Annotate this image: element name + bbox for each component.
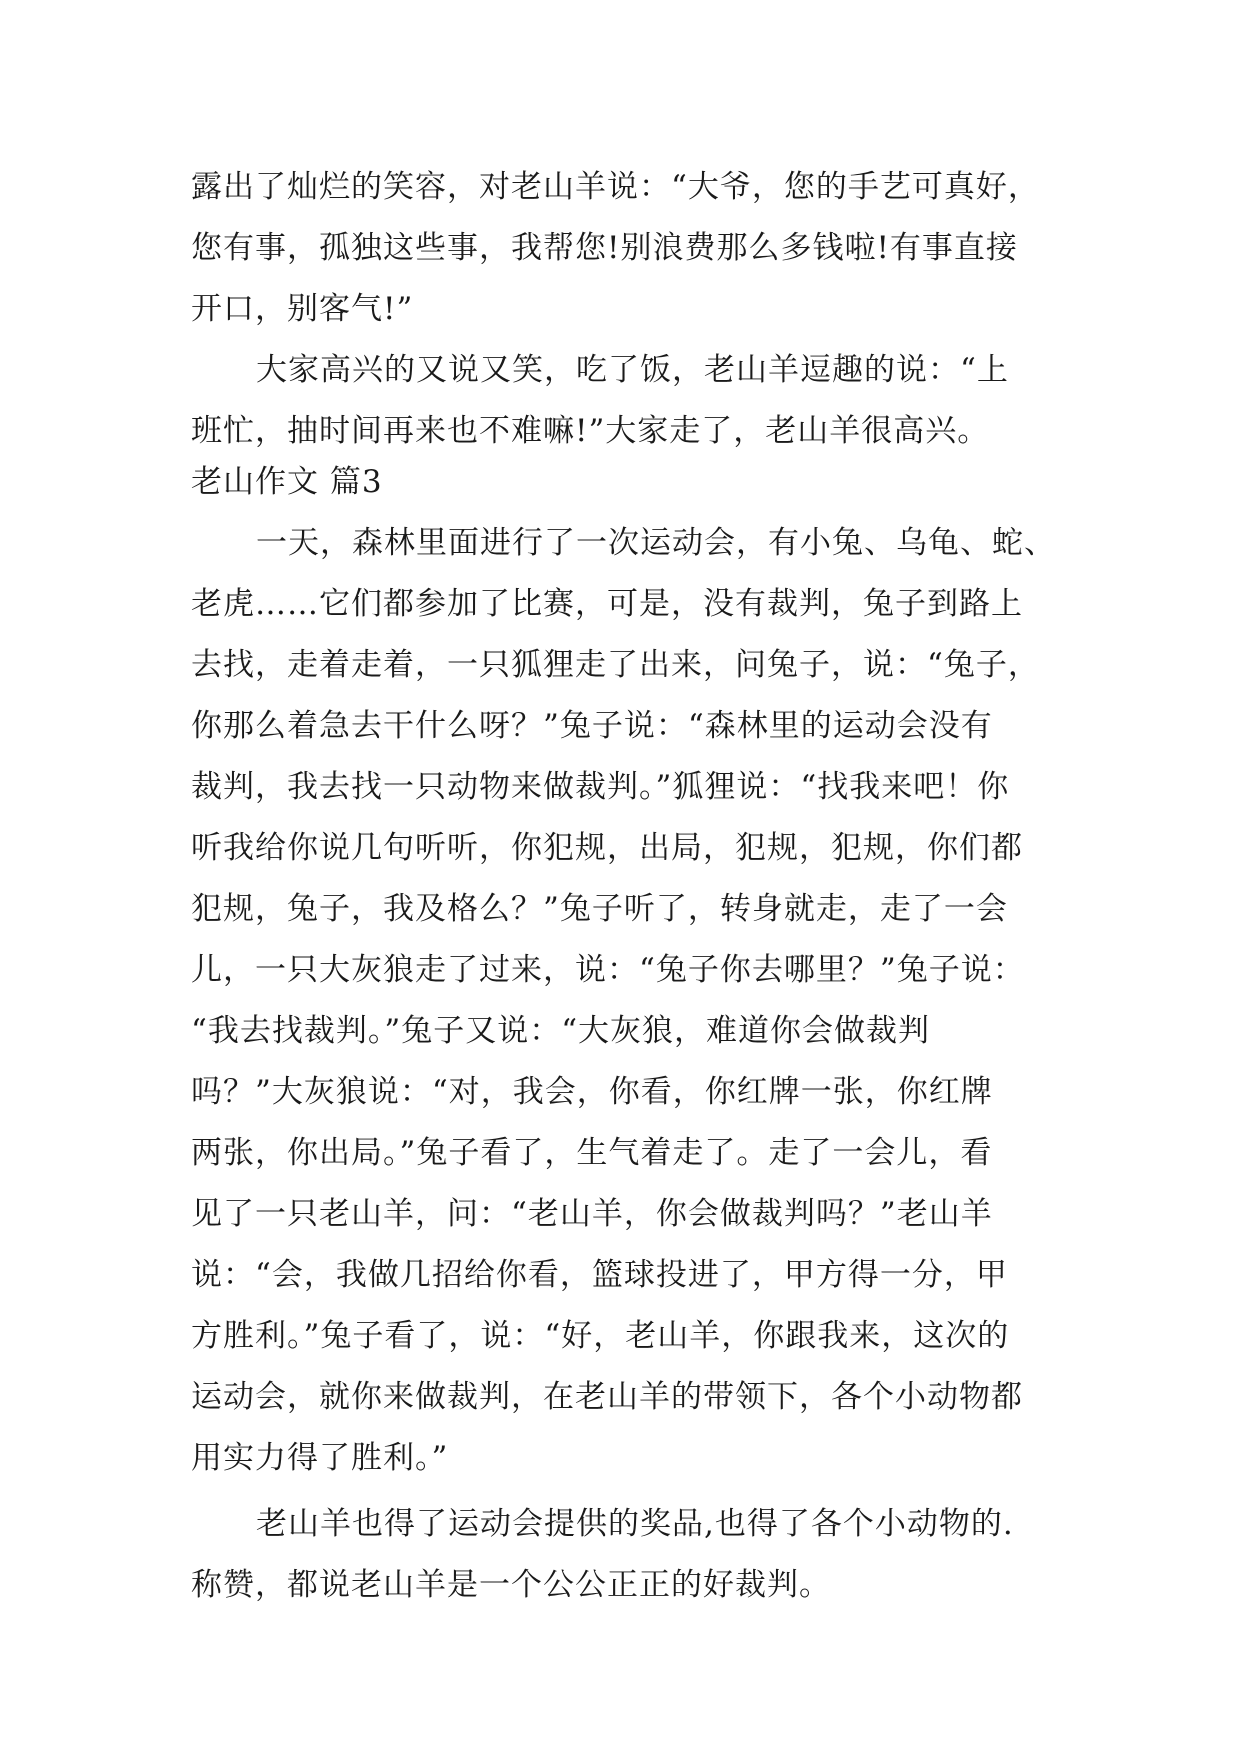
text-line: 儿，一只大灰狼走了过来，说：“兔子你去哪里？”兔子说：: [191, 952, 1025, 988]
section-heading: 老山作文 篇3: [191, 464, 383, 500]
text-line: 老虎……它们都参加了比赛，可是，没有裁判，兔子到路上: [191, 586, 1023, 622]
text-line: 听我给你说几句听听，你犯规，出局，犯规，犯规，你们都: [191, 830, 1023, 866]
text-line: 用实力得了胜利。”: [191, 1440, 449, 1476]
text-line: 老山羊也得了运动会提供的奖品,也得了各个小动物的.: [256, 1506, 1014, 1542]
text-line: 一天，森林里面进行了一次运动会，有小兔、乌龟、蛇、: [256, 525, 1056, 561]
text-line: 见了一只老山羊，问：“老山羊，你会做裁判吗？”老山羊: [191, 1196, 993, 1232]
text-line: 吗？”大灰狼说：“对，我会，你看，你红牌一张，你红牌: [191, 1074, 993, 1110]
text-line: 犯规，兔子，我及格么？”兔子听了，转身就走，走了一会: [191, 891, 1008, 927]
text-line: 班忙，抽时间再来也不难嘛!”大家走了，老山羊很高兴。: [191, 413, 990, 449]
text-line: 两张，你出局。”兔子看了，生气着走了。走了一会儿，看: [191, 1135, 993, 1171]
text-line: 露出了灿烂的笑容，对老山羊说：“大爷，您的手艺可真好，: [191, 169, 1040, 205]
text-line: 运动会，就你来做裁判，在老山羊的带领下，各个小动物都: [191, 1379, 1023, 1415]
text-line: 您有事，孤独这些事，我帮您!别浪费那么多钱啦!有事直接: [191, 230, 1018, 266]
text-line: 说：“会，我做几招给你看，篮球投进了，甲方得一分，甲: [191, 1257, 1008, 1293]
text-line: 裁判，我去找一只动物来做裁判。”狐狸说：“找我来吧！你: [191, 769, 1010, 805]
text-line: 你那么着急去干什么呀？”兔子说：“森林里的运动会没有: [191, 708, 993, 744]
text-line: 去找，走着走着，一只狐狸走了出来，问兔子，说：“兔子，: [191, 647, 1040, 683]
text-line: 开口，别客气!”: [191, 291, 414, 327]
text-line: “我去找裁判。”兔子又说：“大灰狼，难道你会做裁判: [191, 1013, 931, 1049]
text-line: 方胜利。”兔子看了，说：“好，老山羊，你跟我来，这次的: [191, 1318, 1010, 1354]
text-line: 大家高兴的又说又笑，吃了饭，老山羊逗趣的说：“上: [256, 352, 1009, 388]
text-line: 称赞，都说老山羊是一个公公正正的好裁判。: [191, 1567, 831, 1603]
